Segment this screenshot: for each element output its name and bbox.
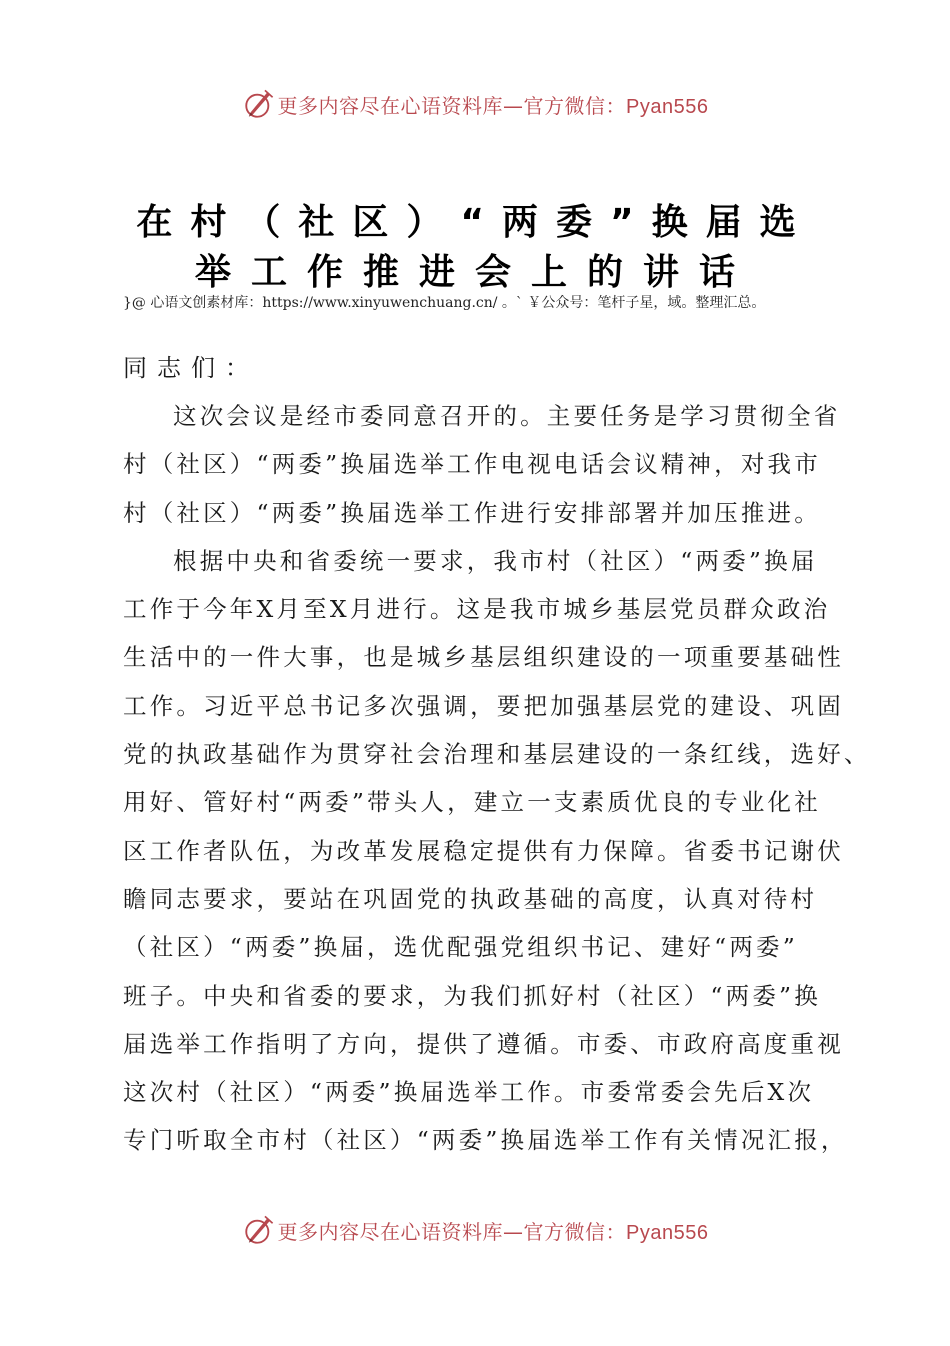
paragraph-line: 这次村（社区）“两委”换届选举工作。市委常委会先后X次 [123,1078,815,1107]
footer-watermark-banner [0,1208,950,1252]
paragraph-line: 生活中的一件大事，也是城乡基层组织建设的一项重要基础性 [123,643,844,672]
paragraph-line: 根据中央和省委统一要求，我市村（社区）“两委”换届 [173,546,818,575]
paragraph-line: 工作于今年X月至X月进行。这是我市城乡基层党员群众政治 [123,595,831,624]
document-title-line-1: 在村（社区）“两委”换届选 [136,202,814,243]
body-text [123,392,871,1165]
banner-wechat-id: Pyan556 [626,1221,709,1244]
source-note: }@ 心语文创素材库：https://www.xinyuwenchuang.cn/ 。` ￥公众号：笔杆子星，域。整理汇总。 [123,295,766,311]
paragraph-line: （社区）“两委”换届，选优配强党组织书记、建好“两委” [123,933,798,962]
salutation: 同志们： [123,354,259,382]
document-title-line-2: 举工作推进会上的讲话 [194,252,755,293]
paragraph-line: 届选举工作指明了方向，提供了遵循。市委、市政府高度重视 [123,1029,844,1058]
paragraph-line: 工作。习近平总书记多次强调，要把加强基层党的建设、巩固 [123,691,844,720]
paragraph-line: 这次会议是经市委同意召开的。主要任务是学习贯彻全省 [173,402,841,430]
paragraph-line: 用好、管好村“两委”带头人，建立一支素质优良的专业化社 [123,788,821,817]
header-watermark-banner [0,82,950,126]
paragraph-line: 村（社区）“两委”换届选举工作电视电话会议精神，对我市 [123,450,821,479]
quill-pen-circle-icon [242,87,276,121]
paragraph-line: 党的执政基础作为贯穿社会治理和基层建设的一条红线，选好、 [123,740,871,769]
paragraph-line: 区工作者队伍，为改革发展稳定提供有力保障。省委书记谢伏 [123,836,844,865]
paragraph-line: 村（社区）“两委”换届选举工作进行安排部署并加压推进。 [123,498,821,527]
quill-pen-circle-icon [242,1213,276,1247]
paragraph-line: 瞻同志要求，要站在巩固党的执政基础的高度，认真对待村 [123,884,818,913]
banner-text-chinese: 更多内容尽在心语资料库—官方微信： [277,93,627,118]
banner-wechat-id: Pyan556 [626,95,709,118]
paragraph-line: 班子。中央和省委的要求，为我们抓好村（社区）“两委”换 [123,981,821,1010]
banner-text-chinese: 更多内容尽在心语资料库—官方微信： [277,1219,627,1244]
paragraph-line: 专门听取全市村（社区）“两委”换届选举工作有关情况汇报， [123,1126,848,1155]
